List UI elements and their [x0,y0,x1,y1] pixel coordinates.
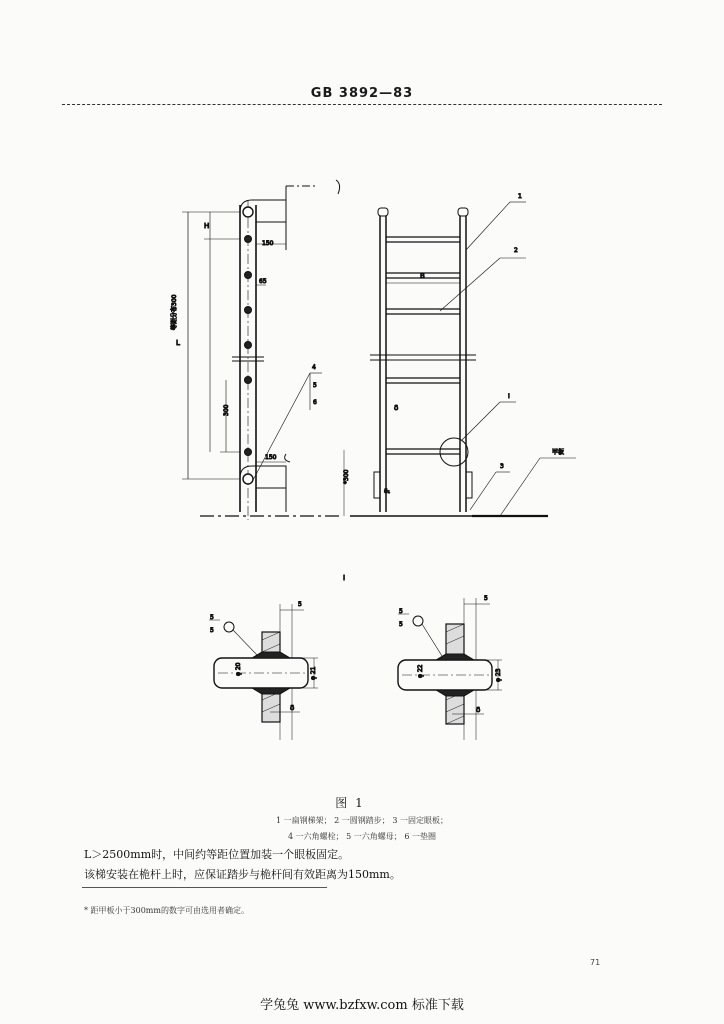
standard-code-header: GB 3892—83 [310,86,414,101]
detail-right [398,595,502,740]
dim-B-label: B [420,272,425,280]
callout-1: 1 [518,193,522,200]
dim-150-bottom-label: 150 [265,454,277,461]
note-paragraph-1: L＞2500mm时，中间约等距位置加装一个眼板固定。 [84,848,350,861]
dim-spacing-label: 等距分布300 [171,294,178,330]
dim-150-top-label: 150 [262,240,274,247]
dim-65-label: 65 [259,278,267,285]
footnote: * 距甲板小于300mm的数字可由选用者确定。 [84,906,249,915]
figure-legend-line-2: 4 一六角螺栓； 5 一六角螺母； 6 一垫圈 [288,832,436,841]
callout-5: 5 [313,382,317,389]
dim-300-label: 300 [223,404,230,416]
det-phi21: φ 21 [310,666,317,680]
figure-legend-line-1: 1 一扁钢梯架； 2 一圆钢踏步； 3 一固定眼板； [276,816,448,825]
front-view [343,193,576,516]
dim-delta-label: δ [394,404,399,412]
footnote-rule [82,887,327,888]
callout-3: 3 [500,463,504,470]
det-delta-right: δ [476,706,481,714]
side-view [170,180,340,520]
weld-label-left: 5 [210,614,214,621]
watermark-text: 学兔兔 www.bzfxw.com 标准下载 [260,998,464,1013]
figure-title: 图 1 [335,796,365,810]
det-5-left: 5 [298,601,302,608]
det-phi20: φ 20 [235,662,242,676]
dim-H-label: H [204,222,210,230]
detail-I-label: I [343,574,346,582]
callout-2: 2 [514,247,518,254]
det-phi23: φ 23 [495,668,502,682]
weld-under-left: 5 [210,627,214,634]
dim-star300-label: *300 [343,469,350,484]
page-number: 71 [590,958,601,967]
detail-left [209,601,318,740]
det-phi22: φ 22 [417,664,424,678]
callout-4: 4 [312,364,316,371]
det-5-right: 5 [484,595,488,602]
det-delta-left: δ [290,704,295,712]
callout-I: I [508,393,510,400]
callout-6: 6 [313,399,317,406]
dim-L-label: L [176,339,180,347]
dim-delta1-label: δ₁ [384,488,391,495]
note-paragraph-2: 该梯安装在桅杆上时，应保证踏步与桅杆间有效距离为150mm。 [84,868,401,881]
weld-label-right: 5 [399,608,403,615]
deck-label: 甲板 [552,449,565,456]
weld-under-right: 5 [399,621,403,628]
